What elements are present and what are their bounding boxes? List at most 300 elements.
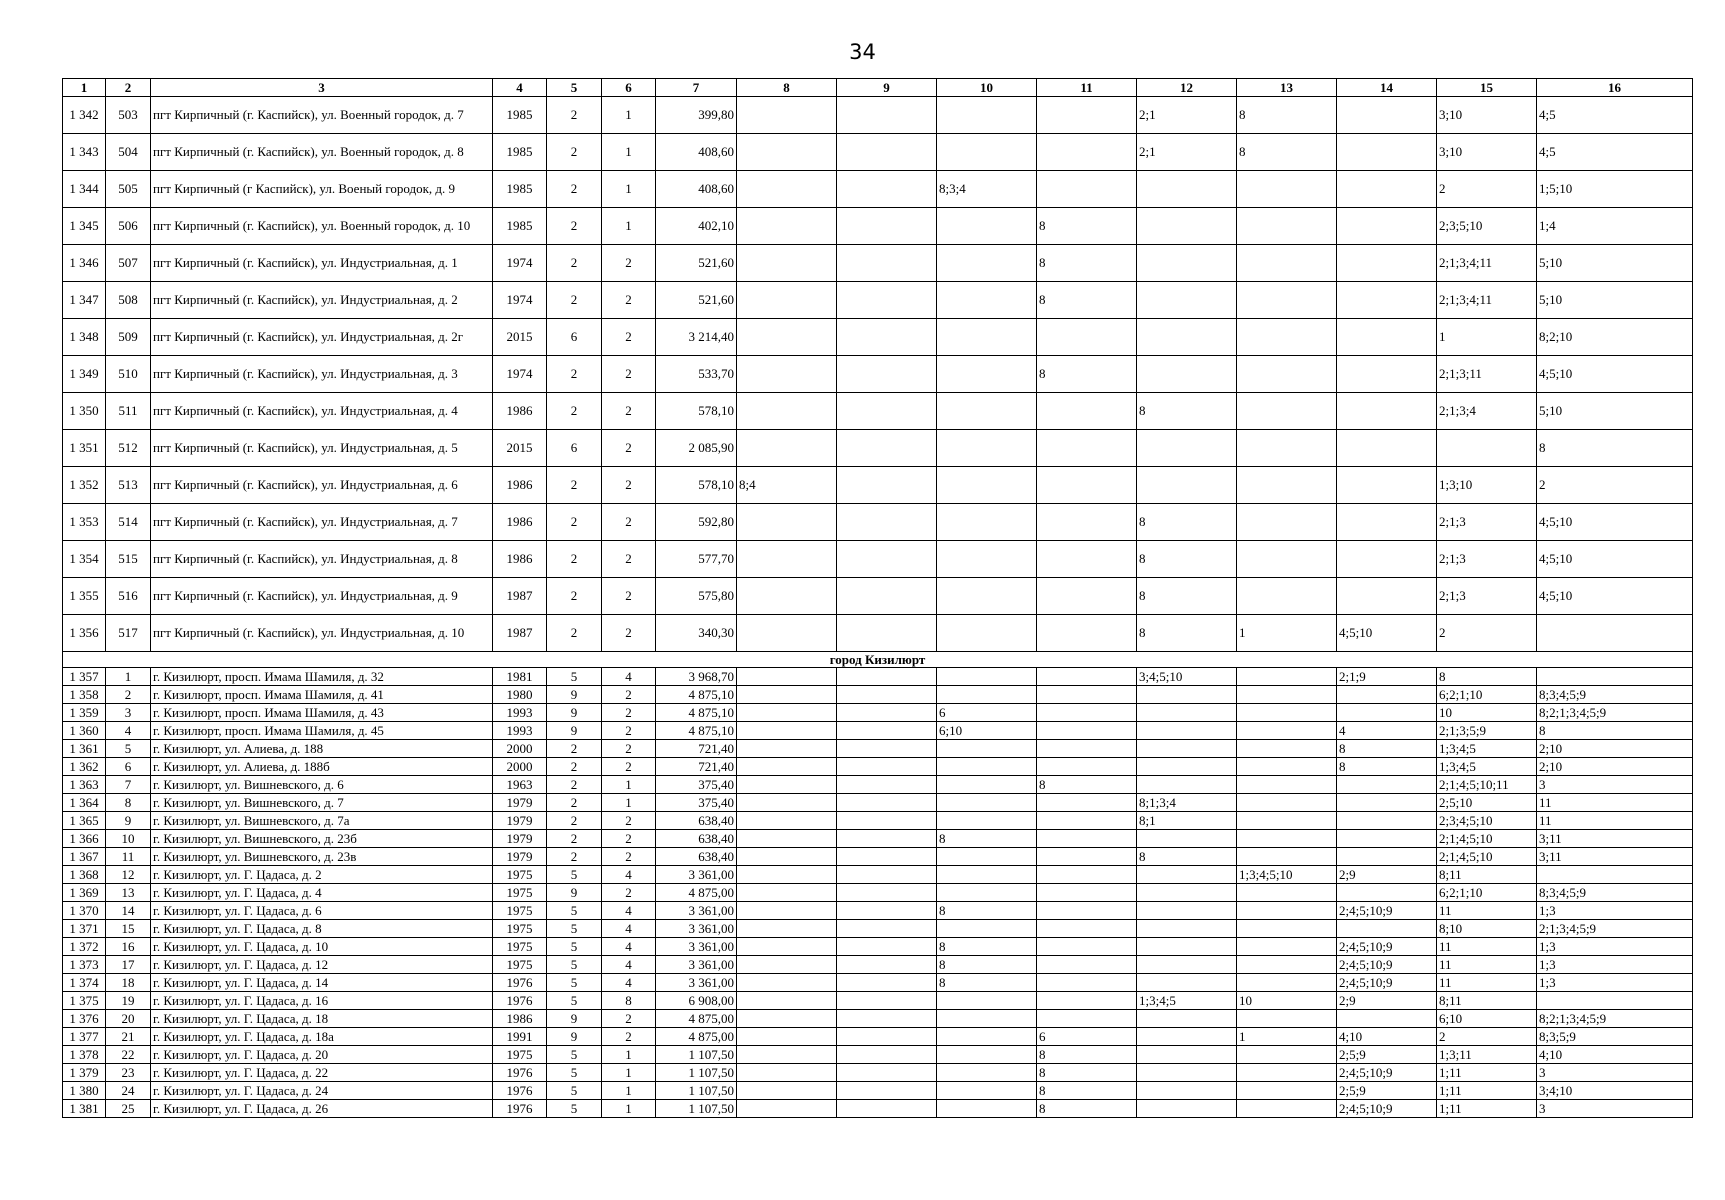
table-cell-col-15: 2;1;4;5;10;11 [1437, 776, 1537, 794]
table-cell-col-2: 509 [106, 319, 151, 356]
table-cell-col-9 [837, 830, 937, 848]
table-cell-col-4: 1975 [493, 938, 547, 956]
table-cell-col-5: 5 [547, 920, 602, 938]
table-cell-col-3: пгт Кирпичный (г Каспийск), ул. Военый городок, д. 9 [151, 171, 493, 208]
housing-table [62, 78, 1693, 1118]
table-cell-col-3: пгт Кирпичный (г. Каспийск), ул. Военный городок, д. 10 [151, 208, 493, 245]
table-cell-col-5: 9 [547, 686, 602, 704]
table-cell-col-10: 8 [937, 902, 1037, 920]
table-cell-col-9 [837, 668, 937, 686]
table-cell-col-1: 1 356 [63, 615, 106, 652]
table-cell-col-6: 1 [602, 97, 656, 134]
table-cell-col-7: 533,70 [656, 356, 737, 393]
table-cell-col-3: пгт Кирпичный (г. Каспийск), ул. Индустриальная, д. 3 [151, 356, 493, 393]
table-cell-col-16: 3;4;10 [1537, 1082, 1693, 1100]
table-cell-col-1: 1 379 [63, 1064, 106, 1082]
table-cell-col-8 [737, 393, 837, 430]
table-cell-col-6: 2 [602, 812, 656, 830]
table-cell-col-14 [1337, 134, 1437, 171]
table-cell-col-15: 1;3;4;5 [1437, 758, 1537, 776]
table-cell-col-13 [1237, 245, 1337, 282]
table-cell-col-11 [1037, 920, 1137, 938]
table-row [63, 245, 1693, 282]
table-cell-col-4: 1975 [493, 1046, 547, 1064]
table-cell-col-2: 508 [106, 282, 151, 319]
table-cell-col-11: 8 [1037, 282, 1137, 319]
table-cell-col-8 [737, 884, 837, 902]
table-cell-col-16: 1;3 [1537, 974, 1693, 992]
table-cell-col-6: 1 [602, 171, 656, 208]
table-cell-col-1: 1 358 [63, 686, 106, 704]
table-cell-col-1: 1 350 [63, 393, 106, 430]
table-cell-col-5: 2 [547, 282, 602, 319]
table-body-kizilyurt [63, 668, 1693, 1118]
table-cell-col-4: 1979 [493, 794, 547, 812]
table-cell-col-3: пгт Кирпичный (г. Каспийск), ул. Военный городок, д. 7 [151, 97, 493, 134]
table-cell-col-1: 1 347 [63, 282, 106, 319]
table-cell-col-2: 17 [106, 956, 151, 974]
table-cell-col-12 [1137, 974, 1237, 992]
table-cell-col-7: 3 968,70 [656, 668, 737, 686]
table-cell-col-6: 4 [602, 974, 656, 992]
table-cell-col-7: 3 361,00 [656, 938, 737, 956]
table-cell-col-14 [1337, 97, 1437, 134]
table-cell-col-1: 1 354 [63, 541, 106, 578]
table-cell-col-13: 8 [1237, 97, 1337, 134]
table-row [63, 467, 1693, 504]
table-cell-col-9 [837, 974, 937, 992]
table-cell-col-3: г. Кизилюрт, ул. Г. Цадаса, д. 4 [151, 884, 493, 902]
table-cell-col-15: 2;1;3 [1437, 541, 1537, 578]
table-cell-col-3: г. Кизилюрт, ул. Г. Цадаса, д. 22 [151, 1064, 493, 1082]
table-cell-col-3: г. Кизилюрт, ул. Вишневского, д. 23в [151, 848, 493, 866]
table-cell-col-5: 9 [547, 704, 602, 722]
table-cell-col-5: 2 [547, 615, 602, 652]
table-body-kaspiysk [63, 97, 1693, 652]
table-cell-col-2: 20 [106, 1010, 151, 1028]
table-row [63, 848, 1693, 866]
table-cell-col-7: 638,40 [656, 830, 737, 848]
table-cell-col-5: 2 [547, 171, 602, 208]
table-cell-col-13 [1237, 504, 1337, 541]
table-cell-col-13 [1237, 776, 1337, 794]
table-cell-col-10 [937, 504, 1037, 541]
table-cell-col-9 [837, 794, 937, 812]
table-cell-col-15: 2;1;3;4;11 [1437, 245, 1537, 282]
table-cell-col-10: 8 [937, 974, 1037, 992]
table-cell-col-3: г. Кизилюрт, ул. Вишневского, д. 7а [151, 812, 493, 830]
table-cell-col-2: 16 [106, 938, 151, 956]
table-cell-col-4: 1981 [493, 668, 547, 686]
table-cell-col-15: 11 [1437, 902, 1537, 920]
table-cell-col-1: 1 346 [63, 245, 106, 282]
table-cell-col-13 [1237, 393, 1337, 430]
table-cell-col-6: 2 [602, 884, 656, 902]
table-cell-col-14 [1337, 282, 1437, 319]
table-cell-col-3: г. Кизилюрт, ул. Г. Цадаса, д. 18а [151, 1028, 493, 1046]
table-cell-col-14: 2;4;5;10;9 [1337, 938, 1437, 956]
table-cell-col-8 [737, 1100, 837, 1118]
table-cell-col-16: 2;10 [1537, 758, 1693, 776]
table-cell-col-11: 8 [1037, 776, 1137, 794]
table-cell-col-6: 1 [602, 1100, 656, 1118]
table-cell-col-15: 2 [1437, 171, 1537, 208]
table-cell-col-4: 1987 [493, 615, 547, 652]
table-cell-col-6: 1 [602, 1082, 656, 1100]
table-cell-col-3: г. Кизилюрт, просп. Имама Шамиля, д. 43 [151, 704, 493, 722]
table-cell-col-1: 1 345 [63, 208, 106, 245]
table-cell-col-15: 11 [1437, 974, 1537, 992]
table-cell-col-7: 402,10 [656, 208, 737, 245]
table-cell-col-15: 1;3;10 [1437, 467, 1537, 504]
table-cell-col-5: 5 [547, 1046, 602, 1064]
table-cell-col-14 [1337, 920, 1437, 938]
table-cell-col-14 [1337, 541, 1437, 578]
header-row [63, 79, 1693, 97]
table-cell-col-6: 2 [602, 722, 656, 740]
table-cell-col-15: 2;1;3;5;9 [1437, 722, 1537, 740]
table-cell-col-9 [837, 740, 937, 758]
table-cell-col-3: г. Кизилюрт, ул. Вишневского, д. 6 [151, 776, 493, 794]
table-cell-col-14 [1337, 356, 1437, 393]
table-cell-col-2: 515 [106, 541, 151, 578]
table-row [63, 1010, 1693, 1028]
table-cell-col-4: 1986 [493, 393, 547, 430]
table-cell-col-15: 3;10 [1437, 97, 1537, 134]
table-cell-col-11 [1037, 430, 1137, 467]
section-header-row [63, 652, 1693, 668]
table-cell-col-7: 3 361,00 [656, 956, 737, 974]
table-cell-col-12 [1137, 282, 1237, 319]
table-cell-col-11: 8 [1037, 1046, 1137, 1064]
table-cell-col-2: 14 [106, 902, 151, 920]
table-cell-col-1: 1 355 [63, 578, 106, 615]
table-cell-col-9 [837, 134, 937, 171]
table-cell-col-16: 8 [1537, 430, 1693, 467]
table-cell-col-7: 4 875,10 [656, 686, 737, 704]
table-cell-col-12 [1137, 245, 1237, 282]
table-cell-col-7: 721,40 [656, 758, 737, 776]
table-cell-col-5: 2 [547, 208, 602, 245]
table-row [63, 430, 1693, 467]
table-cell-col-1: 1 357 [63, 668, 106, 686]
table-cell-col-2: 8 [106, 794, 151, 812]
table-cell-col-4: 1976 [493, 1064, 547, 1082]
table-cell-col-3: г. Кизилюрт, ул. Г. Цадаса, д. 10 [151, 938, 493, 956]
table-cell-col-3: пгт Кирпичный (г. Каспийск), ул. Индустриальная, д. 8 [151, 541, 493, 578]
table-cell-col-9 [837, 1100, 937, 1118]
table-row [63, 866, 1693, 884]
table-cell-col-11 [1037, 866, 1137, 884]
table-cell-col-10 [937, 578, 1037, 615]
table-cell-col-7: 4 875,00 [656, 1010, 737, 1028]
table-cell-col-5: 5 [547, 1064, 602, 1082]
table-cell-col-3: пгт Кирпичный (г. Каспийск), ул. Индустриальная, д. 5 [151, 430, 493, 467]
table-cell-col-10 [937, 758, 1037, 776]
table-cell-col-12 [1137, 866, 1237, 884]
table-cell-col-14 [1337, 430, 1437, 467]
table-cell-col-3: пгт Кирпичный (г. Каспийск), ул. Индустриальная, д. 1 [151, 245, 493, 282]
table-cell-col-9 [837, 1064, 937, 1082]
column-header: 16 [1537, 79, 1693, 97]
table-cell-col-13 [1237, 812, 1337, 830]
table-cell-col-8 [737, 1028, 837, 1046]
table-cell-col-8 [737, 430, 837, 467]
table-cell-col-3: г. Кизилюрт, ул. Алиева, д. 188 [151, 740, 493, 758]
table-cell-col-13 [1237, 902, 1337, 920]
table-cell-col-9 [837, 812, 937, 830]
table-cell-col-16: 2 [1537, 467, 1693, 504]
table-row [63, 992, 1693, 1010]
table-row [63, 282, 1693, 319]
table-cell-col-9 [837, 97, 937, 134]
table-cell-col-16: 4;5;10 [1537, 504, 1693, 541]
table-cell-col-9 [837, 615, 937, 652]
table-cell-col-9 [837, 992, 937, 1010]
table-cell-col-1: 1 378 [63, 1046, 106, 1064]
table-cell-col-15: 8;11 [1437, 992, 1537, 1010]
table-row [63, 578, 1693, 615]
table-row [63, 920, 1693, 938]
table-cell-col-12 [1137, 171, 1237, 208]
table-cell-col-11 [1037, 686, 1137, 704]
table-cell-col-16: 11 [1537, 794, 1693, 812]
section-title: город Кизилюрт [63, 652, 1693, 668]
table-row [63, 319, 1693, 356]
table-cell-col-7: 1 107,50 [656, 1100, 737, 1118]
table-cell-col-14: 2;4;5;10;9 [1337, 974, 1437, 992]
table-cell-col-10 [937, 812, 1037, 830]
table-cell-col-15: 11 [1437, 956, 1537, 974]
table-cell-col-5: 2 [547, 245, 602, 282]
table-cell-col-14: 2;4;5;10;9 [1337, 902, 1437, 920]
table-cell-col-14: 2;9 [1337, 866, 1437, 884]
table-cell-col-7: 6 908,00 [656, 992, 737, 1010]
table-cell-col-7: 521,60 [656, 282, 737, 319]
table-cell-col-2: 516 [106, 578, 151, 615]
table-cell-col-12 [1137, 758, 1237, 776]
table-row [63, 504, 1693, 541]
table-cell-col-13 [1237, 722, 1337, 740]
table-row [63, 974, 1693, 992]
table-cell-col-2: 513 [106, 467, 151, 504]
table-cell-col-8 [737, 97, 837, 134]
table-cell-col-5: 2 [547, 812, 602, 830]
table-cell-col-10 [937, 467, 1037, 504]
table-cell-col-11 [1037, 171, 1137, 208]
table-cell-col-14: 4;5;10 [1337, 615, 1437, 652]
table-cell-col-8 [737, 1010, 837, 1028]
table-cell-col-2: 4 [106, 722, 151, 740]
table-cell-col-8: 8;4 [737, 467, 837, 504]
table-cell-col-9 [837, 1028, 937, 1046]
table-cell-col-10 [937, 1100, 1037, 1118]
table-cell-col-9 [837, 722, 937, 740]
table-cell-col-7: 1 107,50 [656, 1064, 737, 1082]
table-cell-col-3: г. Кизилюрт, ул. Г. Цадаса, д. 18 [151, 1010, 493, 1028]
table-row [63, 704, 1693, 722]
table-cell-col-4: 2015 [493, 430, 547, 467]
table-cell-col-5: 5 [547, 668, 602, 686]
table-cell-col-11 [1037, 504, 1137, 541]
table-cell-col-12: 8 [1137, 848, 1237, 866]
table-cell-col-8 [737, 1064, 837, 1082]
table-cell-col-6: 1 [602, 134, 656, 171]
table-cell-col-16: 4;5;10 [1537, 356, 1693, 393]
table-cell-col-13 [1237, 704, 1337, 722]
table-cell-col-6: 1 [602, 1064, 656, 1082]
table-cell-col-13 [1237, 938, 1337, 956]
column-header: 7 [656, 79, 737, 97]
column-header: 14 [1337, 79, 1437, 97]
table-row [63, 794, 1693, 812]
table-cell-col-9 [837, 319, 937, 356]
table-cell-col-9 [837, 208, 937, 245]
column-header: 3 [151, 79, 493, 97]
table-cell-col-5: 5 [547, 1082, 602, 1100]
table-cell-col-12 [1137, 356, 1237, 393]
table-cell-col-12: 3;4;5;10 [1137, 668, 1237, 686]
table-cell-col-11 [1037, 758, 1137, 776]
table-cell-col-8 [737, 974, 837, 992]
table-cell-col-6: 4 [602, 866, 656, 884]
table-cell-col-13 [1237, 758, 1337, 776]
table-cell-col-15: 2;5;10 [1437, 794, 1537, 812]
section-kizilyurt [63, 652, 1693, 668]
table-cell-col-11 [1037, 704, 1137, 722]
table-cell-col-4: 1993 [493, 704, 547, 722]
table-cell-col-1: 1 368 [63, 866, 106, 884]
table-cell-col-2: 13 [106, 884, 151, 902]
table-cell-col-4: 1974 [493, 282, 547, 319]
table-cell-col-3: пгт Кирпичный (г. Каспийск), ул. Индустриальная, д. 10 [151, 615, 493, 652]
table-cell-col-1: 1 359 [63, 704, 106, 722]
table-cell-col-11 [1037, 884, 1137, 902]
table-row [63, 615, 1693, 652]
table-cell-col-9 [837, 848, 937, 866]
table-cell-col-12 [1137, 1082, 1237, 1100]
table-cell-col-5: 5 [547, 902, 602, 920]
table-row [63, 884, 1693, 902]
table-cell-col-15: 2;1;3;4;11 [1437, 282, 1537, 319]
table-cell-col-10 [937, 134, 1037, 171]
table-cell-col-15: 1;11 [1437, 1100, 1537, 1118]
table-row [63, 97, 1693, 134]
table-cell-col-12 [1137, 902, 1237, 920]
table-cell-col-16: 2;10 [1537, 740, 1693, 758]
table-cell-col-10 [937, 319, 1037, 356]
table-cell-col-10 [937, 920, 1037, 938]
table-cell-col-6: 8 [602, 992, 656, 1010]
table-cell-col-6: 2 [602, 356, 656, 393]
table-cell-col-16: 4;5 [1537, 97, 1693, 134]
table-cell-col-4: 1975 [493, 920, 547, 938]
table-cell-col-11: 8 [1037, 1064, 1137, 1082]
table-row [63, 134, 1693, 171]
table-cell-col-1: 1 375 [63, 992, 106, 1010]
table-cell-col-5: 2 [547, 541, 602, 578]
table-cell-col-5: 9 [547, 884, 602, 902]
table-cell-col-11 [1037, 794, 1137, 812]
table-cell-col-3: г. Кизилюрт, ул. Г. Цадаса, д. 12 [151, 956, 493, 974]
table-cell-col-8 [737, 722, 837, 740]
table-cell-col-12: 2;1 [1137, 97, 1237, 134]
table-cell-col-12 [1137, 722, 1237, 740]
table-cell-col-11 [1037, 902, 1137, 920]
table-cell-col-1: 1 372 [63, 938, 106, 956]
table-cell-col-10 [937, 992, 1037, 1010]
table-cell-col-2: 12 [106, 866, 151, 884]
table-cell-col-1: 1 373 [63, 956, 106, 974]
table-cell-col-9 [837, 430, 937, 467]
table-cell-col-7: 638,40 [656, 812, 737, 830]
column-header: 10 [937, 79, 1037, 97]
table-cell-col-5: 2 [547, 97, 602, 134]
table-cell-col-16: 8;3;5;9 [1537, 1028, 1693, 1046]
table-cell-col-6: 2 [602, 319, 656, 356]
table-cell-col-16: 3 [1537, 776, 1693, 794]
table-cell-col-5: 5 [547, 992, 602, 1010]
table-cell-col-11: 8 [1037, 245, 1137, 282]
table-cell-col-7: 375,40 [656, 776, 737, 794]
table-cell-col-9 [837, 541, 937, 578]
table-cell-col-1: 1 363 [63, 776, 106, 794]
column-header: 5 [547, 79, 602, 97]
table-cell-col-4: 1986 [493, 467, 547, 504]
table-cell-col-13: 8 [1237, 134, 1337, 171]
table-cell-col-15: 1;11 [1437, 1064, 1537, 1082]
table-cell-col-8 [737, 848, 837, 866]
table-cell-col-13 [1237, 920, 1337, 938]
table-cell-col-12 [1137, 704, 1237, 722]
table-cell-col-3: г. Кизилюрт, просп. Имама Шамиля, д. 32 [151, 668, 493, 686]
table-cell-col-13 [1237, 1046, 1337, 1064]
table-cell-col-2: 3 [106, 704, 151, 722]
table-cell-col-15: 6;2;1;10 [1437, 884, 1537, 902]
table-cell-col-13 [1237, 1100, 1337, 1118]
table-cell-col-5: 2 [547, 467, 602, 504]
table-cell-col-9 [837, 467, 937, 504]
table-cell-col-8 [737, 504, 837, 541]
table-cell-col-14 [1337, 208, 1437, 245]
table-cell-col-2: 11 [106, 848, 151, 866]
table-cell-col-2: 9 [106, 812, 151, 830]
table-cell-col-7: 4 875,10 [656, 722, 737, 740]
table-cell-col-12: 2;1 [1137, 134, 1237, 171]
table-cell-col-12 [1137, 1064, 1237, 1082]
column-header: 15 [1437, 79, 1537, 97]
table-row [63, 1082, 1693, 1100]
table-cell-col-10 [937, 1082, 1037, 1100]
table-cell-col-16: 8 [1537, 722, 1693, 740]
column-header: 9 [837, 79, 937, 97]
table-cell-col-1: 1 380 [63, 1082, 106, 1100]
table-cell-col-12 [1137, 776, 1237, 794]
table-cell-col-2: 24 [106, 1082, 151, 1100]
table-cell-col-12: 8 [1137, 615, 1237, 652]
table-row [63, 812, 1693, 830]
table-cell-col-14 [1337, 245, 1437, 282]
table-cell-col-10: 6 [937, 704, 1037, 722]
table-cell-col-2: 6 [106, 758, 151, 776]
table-cell-col-4: 1985 [493, 97, 547, 134]
table-cell-col-4: 1976 [493, 1082, 547, 1100]
table-cell-col-1: 1 370 [63, 902, 106, 920]
table-cell-col-6: 2 [602, 740, 656, 758]
table-cell-col-8 [737, 134, 837, 171]
table-cell-col-14 [1337, 830, 1437, 848]
table-cell-col-7: 3 214,40 [656, 319, 737, 356]
